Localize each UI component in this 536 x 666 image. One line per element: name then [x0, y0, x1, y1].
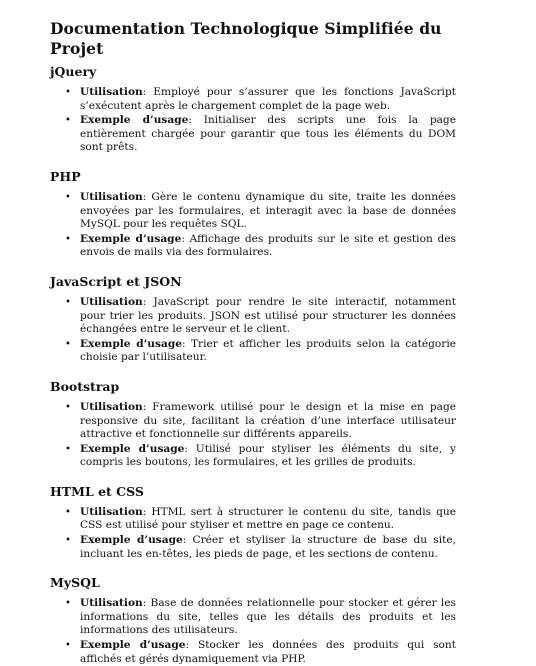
list-item — [50, 534, 456, 561]
item-text: : Trier et afficher les produits selon la catégorie choisie par l’utilisateur. — [80, 337, 456, 364]
item-label: Utilisation — [80, 505, 143, 518]
bullet-icon: • — [65, 87, 71, 98]
item-label: Utilisation — [80, 597, 143, 610]
bullet-list — [50, 597, 456, 666]
list-item — [50, 338, 456, 365]
item-label: Exemple d’usage — [80, 534, 183, 547]
section-heading: HTML et CSS — [50, 483, 144, 499]
bullet-icon: • — [65, 506, 71, 518]
list-item — [50, 597, 456, 638]
section-html-css — [50, 484, 456, 561]
section-heading: PHP — [50, 168, 81, 184]
list-item — [50, 233, 456, 260]
document-title: Documentation Technologique Simplifiée du Projet — [50, 19, 442, 58]
section-jquery — [50, 64, 456, 155]
bullet-icon: • — [65, 233, 71, 245]
section-php — [50, 169, 456, 260]
list-item — [50, 639, 456, 666]
item-text: : JavaScript pour rendre le site interactif, notamment pour trier les produits. JSON est utilisé pour structurer les données échangées entre le serveur et le client. — [80, 295, 456, 336]
list-item — [50, 506, 456, 533]
bullet-list — [50, 86, 456, 155]
item-text: : Affichage des produits sur le site et gestion des envois de mails via des formulaires. — [80, 232, 456, 259]
section-heading: jQuery — [50, 64, 97, 79]
bullet-icon: • — [65, 443, 71, 455]
bullet-icon: • — [65, 338, 71, 350]
list-item — [50, 114, 456, 155]
bullet-icon: • — [65, 296, 71, 308]
item-label: Exemple d’usage — [80, 232, 182, 245]
list-item — [50, 191, 456, 232]
item-text: : Employé pour s’assurer que les fonctions JavaScript s’exécutent après le chargement complet de la page web. — [80, 86, 456, 112]
item-text: : Framework utilisé pour le design et la mise en page responsive du site, facilitant la création d’une interface utilisateur attractive et fonctionnelle sur différents appareils. — [80, 400, 456, 441]
bullet-icon: • — [65, 640, 71, 652]
section-javascript-json — [50, 274, 456, 365]
item-label: Exemple d’usage — [80, 639, 186, 652]
bullet-list — [50, 191, 456, 260]
item-text: : Stocker les données des produits qui sont affichés et gérés dynamiquement via PHP. — [80, 639, 456, 665]
bullet-list — [50, 401, 456, 470]
list-item — [50, 296, 456, 337]
bullet-list — [50, 506, 456, 561]
item-text: : HTML sert à structurer le contenu du site, tandis que CSS est utilisé pour styliser et mettre en page ce contenu. — [80, 505, 456, 532]
section-heading: JavaScript et JSON — [50, 273, 182, 289]
item-label: Utilisation — [80, 190, 143, 203]
item-label: Exemple d’usage — [80, 114, 189, 127]
item-label: Utilisation — [80, 86, 143, 98]
item-text: : Créer et styliser la structure de base du site, incluant les en-têtes, les pieds de page, et les sections de contenu. — [80, 534, 456, 560]
bullet-icon: • — [65, 401, 71, 413]
section-heading: MySQL — [50, 575, 100, 591]
list-item — [50, 401, 456, 442]
item-text: : Initialiser des scripts une fois la page entièrement chargée pour garantir que tous les éléments du DOM sont prêts. — [80, 114, 456, 154]
item-label: Utilisation — [80, 400, 143, 413]
section-mysql — [50, 575, 456, 666]
item-label: Utilisation — [80, 295, 143, 308]
item-label: Exemple d’usage — [80, 442, 185, 455]
bullet-icon: • — [65, 115, 71, 127]
item-text: : Gère le contenu dynamique du site, traite les données envoyées par les formulaires, et interagit avec la base de données MySQL pour les requêtes SQL. — [80, 190, 456, 231]
bullet-icon: • — [65, 191, 71, 203]
item-text: : Base de données relationnelle pour stocker et gérer les informations du site, telles que les détails des produits et les informations des utilisateurs. — [80, 597, 456, 637]
list-item — [50, 86, 456, 113]
item-label: Exemple d’usage — [80, 337, 182, 350]
item-text: : Utilisé pour styliser les éléments du site, y compris les boutons, les formulaires, et les grilles de produits. — [80, 442, 456, 469]
bullet-icon: • — [65, 598, 71, 610]
list-item — [50, 443, 456, 470]
bullet-icon: • — [65, 535, 71, 547]
section-heading: Bootstrap — [50, 378, 120, 394]
bullet-list — [50, 296, 456, 365]
section-bootstrap — [50, 379, 456, 470]
